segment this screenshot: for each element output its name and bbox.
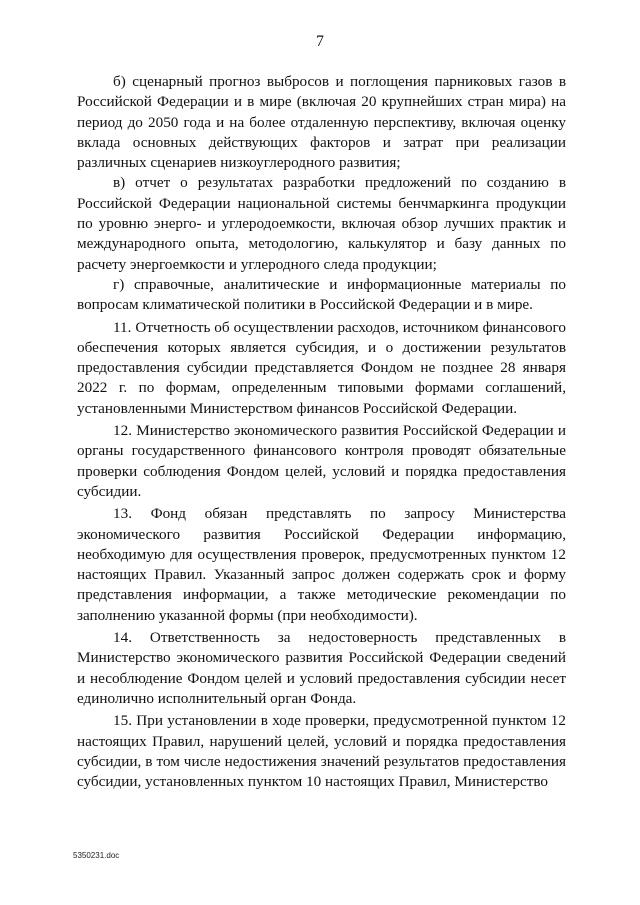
- paragraph-11: 11. Отчетность об осуществлении расходов, источником финансового обеспечения которых является субсидия, и о достижении результатов предоставления субсидии представляется Фондом не позднее 28 января 2022 г. по формам, определенным типовыми формами соглашений, установленными Министерством финансов Российской Федерации.: [77, 318, 566, 417]
- page-number: 7: [316, 33, 324, 50]
- paragraph-b: б) сценарный прогноз выбросов и поглощения парниковых газов в Российской Федерации и в мире (включая 20 крупнейших стран мира) на период до 2050 года и на более отдаленную перспективу, включая оценку вклада основных действующих факторов и затрат при реализации различных сценариев низкоуглеродного развития;: [77, 73, 566, 172]
- paragraph-15: 15. При установлении в ходе проверки, предусмотренной пунктом 12 настоящих Правил, нарушений целей, условий и порядка предоставления субсидии, в том числе недостижения значений результатов предоставления субсидии, установленных пунктом 10 настоящих Правил, Министерство: [77, 712, 566, 791]
- paragraph-v: в) отчет о результатах разработки предложений по созданию в Российской Федерации национальной системы бенчмаркинга продукции по уровню энерго- и углеродоемкости, включая обзор лучших практик и международного опыта, методологию, калькулятор и базу данных по расчету энергоемкости и углеродного следа продукции;: [77, 174, 566, 273]
- paragraph-14: 14. Ответственность за недостоверность представленных в Министерство экономического развития Российской Федерации сведений и несоблюдение Фондом целей и условий предоставления субсидии несет единолично исполнительный орган Фонда.: [77, 629, 566, 707]
- paragraph-12: 12. Министерство экономического развития Российской Федерации и органы государственного финансового контроля проводят обязательные проверки соблюдения Фондом целей, условий и порядка предоставления субсидии.: [77, 422, 566, 500]
- document-file-code: 5350231.doc: [73, 851, 120, 860]
- document-body: [77, 72, 566, 792]
- paragraph-13: 13. Фонд обязан представлять по запросу Министерства экономического развития Российской Федерации информацию, необходимую для осуществления проверок, предусмотренных пунктом 12 настоящих Правил. Указанный запрос должен содержать срок и форму представления информации, а также методические рекомендации по заполнению указанной формы (при необходимости).: [77, 505, 566, 624]
- paragraph-g: г) справочные, аналитические и информационные материалы по вопросам климатической политики в Российской Федерации и в мире.: [77, 275, 566, 314]
